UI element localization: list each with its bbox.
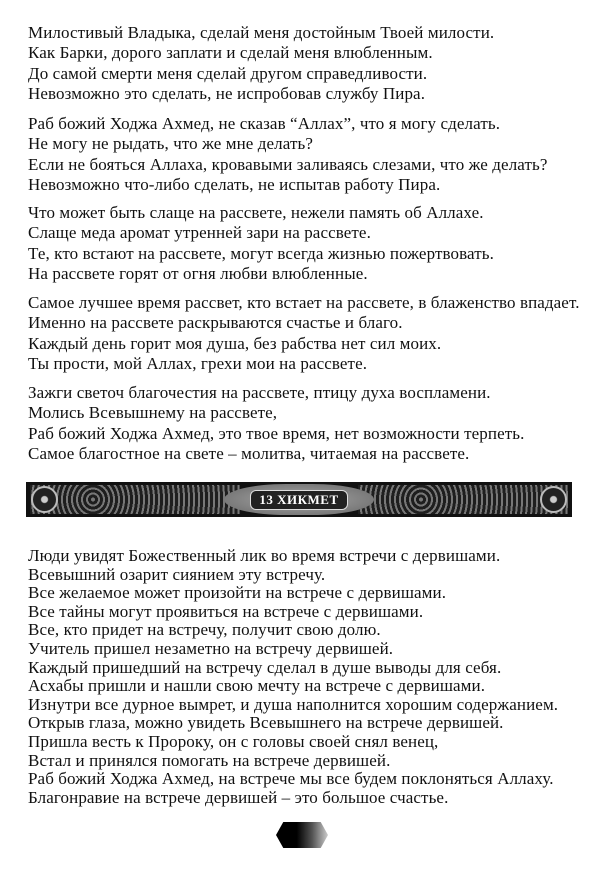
ornament-left-icon [30, 485, 240, 514]
verse-line: Слаще меда аромат утренней зари на рассвете. [28, 223, 371, 243]
verse-line: Ты прости, мой Аллах, грехи мои на рассвете. [28, 353, 368, 373]
verse-line: Встал и принялся помогать на встрече дервишей. [28, 750, 391, 770]
stanza-6 [28, 547, 588, 807]
rosette-right-icon [540, 486, 567, 513]
stanza-3 [28, 203, 588, 284]
verse-line: Каждый день горит моя душа, без рабства нет сил моих. [28, 333, 442, 353]
verse-line: Самое лучшее время рассвет, кто встает на рассвете, в блаженство впадает. [28, 293, 580, 312]
verse-line: Раб божий Ходжа Ахмед, на встрече мы все будем поклоняться Аллаху. [28, 769, 554, 789]
verse-line: Все желаемое может произойти на встрече с дервишами. [28, 583, 447, 603]
verse-line: Пришла весть к Пророку, он с головы своей снял венец, [28, 731, 439, 751]
rosette-left-icon [31, 486, 58, 513]
stanza-1 [28, 23, 588, 104]
verse-line: Изнутри все дурное вымрет, и душа наполнится хорошим содержанием. [28, 694, 559, 714]
stanza-2 [28, 114, 588, 195]
verse-line: Что может быть слаще на рассвете, нежели память об Аллахе. [28, 203, 484, 222]
verse-line: Каждый пришедший на встречу сделал в душе выводы для себя. [28, 657, 502, 677]
verse-line: Самое благостное на свете – молитва, читаемая на рассвете. [28, 443, 470, 463]
verse-line: До самой смерти меня сделай другом справедливости. [28, 63, 428, 83]
verse-line: Все, кто придет на встречу, получит свою долю. [28, 620, 381, 640]
chapter-ornament-banner [26, 482, 572, 517]
banner-cartouche [224, 484, 373, 515]
verse-line: Раб божий Ходжа Ахмед, это твое время, нет возможности терпеть. [28, 423, 525, 443]
verse-line: Невозможно что-либо сделать, не испытав работу Пира. [28, 174, 441, 194]
stanza-4 [28, 293, 588, 374]
verse-line: Всевышний озарит сиянием эту встречу. [28, 564, 326, 584]
verse-line: Как Барки, дорого заплати и сделай меня влюбленным. [28, 43, 433, 63]
verse-line: Милостивый Владыка, сделай меня достойным Твоей милости. [28, 23, 495, 42]
verse-line: Раб божий Ходжа Ахмед, не сказав “Аллах”, что я могу сделать. [28, 114, 501, 133]
chapter-title: 13 ХИКМЕТ [250, 490, 347, 510]
verse-line: Те, кто встают на рассвете, могут всегда жизнью пожертвовать. [28, 243, 494, 263]
verse-line: Открыв глаза, можно увидеть Всевышнего на встрече дервишей. [28, 713, 504, 733]
verse-line: Асхабы пришли и нашли свою мечту на встрече с дервишами. [28, 676, 486, 696]
stanza-5 [28, 383, 588, 464]
verse-line: Учитель пришел незаметно на встречу дервишей. [28, 638, 394, 658]
verse-line: Все тайны могут проявиться на встрече с дервишами. [28, 601, 424, 621]
verse-line: Люди увидят Божественный лик во время встречи с дервишами. [28, 546, 501, 565]
verse-line: Зажги светоч благочестия на рассвете, птицу духа воспламени. [28, 383, 491, 402]
verse-line: Именно на рассвете раскрываются счастье и благо. [28, 313, 403, 333]
ornament-right-icon [358, 485, 568, 514]
verse-line: Невозможно это сделать, не испробовав службу Пира. [28, 83, 426, 103]
verse-line: Не могу не рыдать, что же мне делать? [28, 134, 313, 154]
verse-line: Если не бояться Аллаха, кровавыми заливаясь слезами, что же делать? [28, 154, 548, 174]
verse-line: Молись Всевышнему на рассвете, [28, 403, 278, 423]
verse-line: Благонравие на встрече дервишей – это большое счастье. [28, 787, 449, 807]
page-number-ornament [276, 822, 328, 848]
verse-line: На рассвете горят от огня любви влюбленные. [28, 263, 368, 283]
